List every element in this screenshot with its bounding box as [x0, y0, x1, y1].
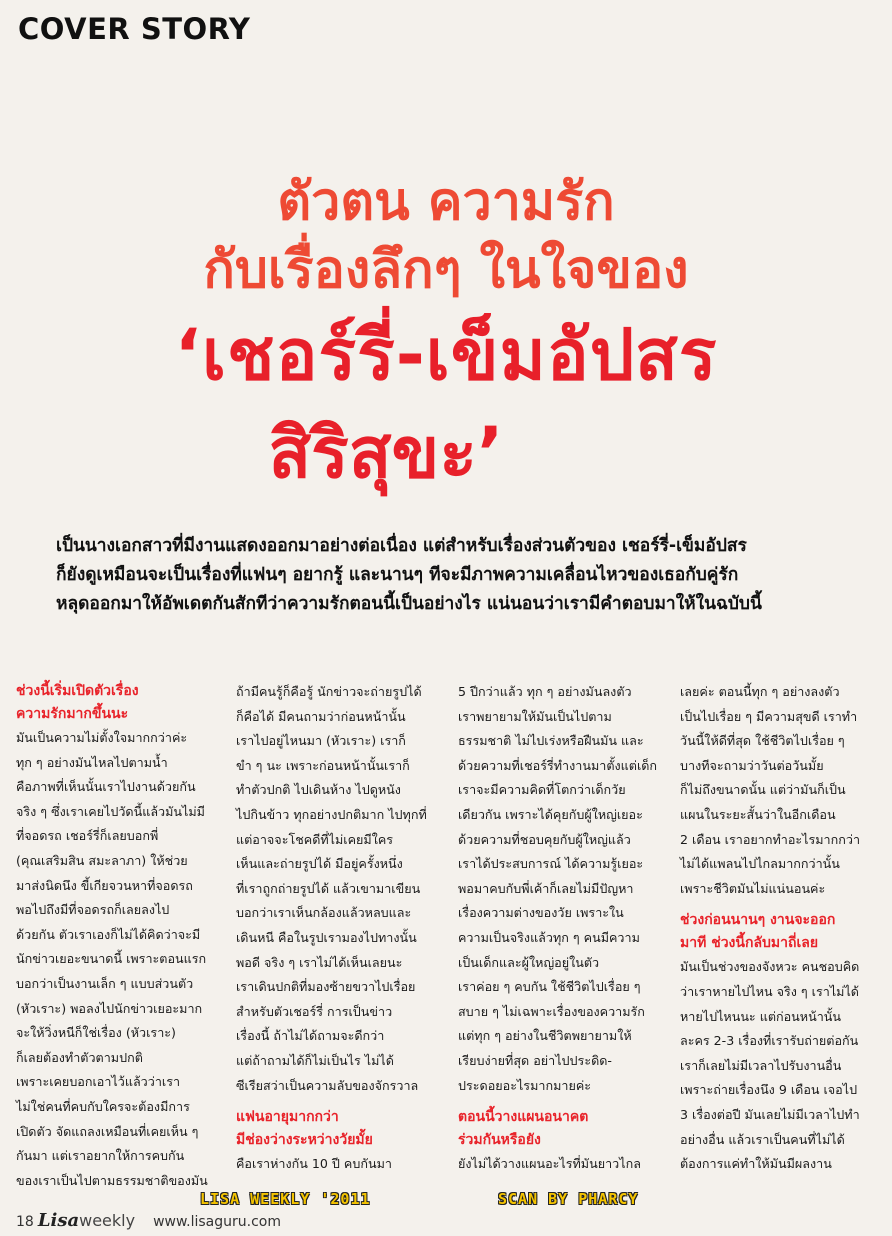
body-line: มันเป็นช่วงของจังหวะ คนชอบคิด [680, 959, 860, 975]
body-line: เพราะชีวิตมันไม่แน่นอนค่ะ [680, 880, 826, 896]
magazine-logo-bold: Lisa [37, 1210, 80, 1231]
body-line: 5 ปีกว่าแล้ว ทุก ๆ อย่างมันลงตัว [458, 684, 632, 699]
body-line: ทำตัวปกติ ไปเดินห้าง ไปดูหนัง [236, 782, 401, 798]
paragraph-gap [236, 1098, 446, 1106]
body-line: เป็นเด็กและผู้ใหญ่อยู่ในตัว [458, 954, 600, 970]
body-line: 2 เดือน เราอยากทำอะไรมากกว่า [680, 831, 861, 847]
body-line: เราพยายามให้มันเป็นไปตาม [458, 708, 612, 724]
body-line: พอดี จริง ๆ เราไม่ได้เห็นเลยนะ [236, 954, 403, 970]
subheading: ช่วงก่อนนานๆ งานจะออก [680, 912, 836, 929]
body-line: บอกว่าเป็นงานเล็ก ๆ แบบส่วนตัว [16, 975, 194, 991]
subheading: แฟนอายุมากกว่า [236, 1109, 339, 1126]
body-line: แต่ถ้าถามได้ก็ไม่เป็นไร ไม่ได้ [236, 1052, 394, 1068]
body-line: สำหรับตัวเชอร์รี่ การเป็นข่าว [236, 1003, 393, 1019]
article-column-1 [16, 680, 226, 1193]
body-line: 3 เรื่องต่อปี มันเลยไม่มีเวลาไปทำ [680, 1106, 860, 1122]
body-line: ที่จอดรถ เชอร์รี่ก็เลยบอกพี่ [16, 828, 159, 844]
article-column-3 [458, 680, 668, 1177]
body-line: จริง ๆ ซึ่งเราเคยไปวัดนี้แล้วมันไม่มี [16, 803, 205, 819]
intro-paragraph [56, 532, 856, 619]
body-line: นักข่าวเยอะขนาดนี้ เพราะตอนแรก [16, 951, 207, 967]
subheading: มาที ช่วงนี้กลับมาถี่เลย [680, 935, 819, 952]
body-line: หายไปไหนนะ แต่ก่อนหน้านั้น [680, 1008, 841, 1024]
body-line: เรื่องความต่างของวัย เพราะใน [458, 905, 624, 921]
body-line: เดียวกัน เพราะได้คุยกับผู้ใหญ่เยอะ [458, 806, 643, 822]
body-line: ธรรมชาติ ไม่ไปเร่งหรือฝืนมัน และ [458, 733, 644, 749]
body-line: ซีเรียสว่าเป็นความลับของจักรวาล [236, 1077, 419, 1093]
headline-line-4: สิริสุขะ’ [268, 412, 504, 494]
body-line: อย่างอื่น แล้วเราเป็นคนที่ไม่ได้ [680, 1131, 845, 1147]
body-line: ด้วยความที่เชอร์รี่ทำงานมาตั้งแต่เด็ก [458, 757, 658, 773]
body-line: (คุณเสริมสิน สมะลาภา) ให้ช่วย [16, 852, 188, 868]
body-line: มาส่งนิดนึง ขี้เกียจวนหาที่จอดรถ [16, 877, 193, 893]
body-line: ขำ ๆ นะ เพราะก่อนหน้านั้นเราก็ [236, 757, 410, 773]
body-line: ที่เราถูกถ่ายรูปได้ แล้วเขามาเขียน [236, 880, 421, 896]
body-line: คือเราห่างกัน 10 ปี คบกันมา [236, 1156, 392, 1172]
body-line: (หัวเราะ) พอลงไปนักข่าวเยอะมาก [16, 1000, 203, 1016]
body-line: ไม่ได้แพลนไปไกลมากกว่านั้น [680, 856, 840, 872]
body-line: เราก็เลยไม่มีเวลาไปรับงานอื่น [680, 1057, 842, 1073]
body-line: เปิดตัว จัดแถลงเหมือนที่เคยเห็น ๆ [16, 1123, 199, 1139]
paragraph-gap [680, 901, 890, 909]
body-line: พอมาคบกับพี่เค้าก็เลยไม่มีปัญหา [458, 880, 634, 896]
body-line: ของเราเป็นไปตามธรรมชาติของมัน [16, 1172, 208, 1188]
headline-line-1: ตัวตน ความรัก [277, 172, 615, 232]
page-footer [16, 1210, 281, 1231]
body-line: ด้วยกัน ตัวเราเองก็ไม่ได้คิดว่าจะมี [16, 926, 201, 942]
body-line: เพราะเคยบอกเอาไว้แล้วว่าเรา [16, 1074, 181, 1090]
body-line: เราเดินปกติที่มองซ้ายขวาไปเรื่อย [236, 979, 416, 995]
body-line: ประดอยอะไรมากมายค่ะ [458, 1077, 592, 1093]
body-line: เพราะถ่ายเรื่องนึง 9 เดือน เจอไป [680, 1082, 858, 1098]
body-line: เดินหนี คือในรูปเรามองไปทางนั้น [236, 929, 417, 945]
body-line: เลยค่ะ ตอนนี้ทุก ๆ อย่างลงตัว [680, 684, 840, 699]
body-line: สบาย ๆ ไม่เฉพาะเรื่องของความรัก [458, 1003, 645, 1019]
body-line: เราไปอยู่ไหนมา (หัวเราะ) เราก็ [236, 733, 406, 749]
body-line: บางทีจะถามว่าวันต่อวันมั้ย [680, 757, 824, 773]
body-line: เรียบง่ายที่สุด อย่าไปประดิด- [458, 1052, 612, 1068]
body-line: มันเป็นความไม่ตั้งใจมากกว่าค่ะ [16, 730, 188, 745]
body-line: บอกว่าเราเห็นกล้องแล้วหลบและ [236, 905, 412, 921]
body-line: คือภาพที่เห็นนั้นเราไปงานด้วยกัน [16, 779, 196, 795]
headline-line-3: ‘เชอร์รี่-เข็มอัปสร [174, 314, 718, 396]
body-line: เราได้ประสบการณ์ ได้ความรู้เยอะ [458, 856, 644, 872]
headline-line-2: กับเรื่องลึกๆ ในใจของ [203, 240, 689, 300]
body-line: วันนี้ให้ดีที่สุด ใช้ชีวิตไปเรื่อย ๆ [680, 733, 845, 749]
body-line: เห็นและถ่ายรูปได้ มีอยู่ครั้งหนึ่ง [236, 856, 403, 872]
body-line: เรื่องนี้ ถ้าไม่ได้ถามจะดีกว่า [236, 1028, 385, 1044]
subheading: ความรักมากขึ้นนะ [16, 706, 129, 722]
section-label: COVER STORY [18, 12, 251, 46]
body-line: ละคร 2-3 เรื่องที่เรารับถ่ายต่อกัน [680, 1033, 859, 1049]
body-line: ต้องการแค่ทำให้มันมีผลงาน [680, 1156, 832, 1172]
body-line: เป็นไปเรื่อย ๆ มีความสุขดี เราทำ [680, 708, 858, 724]
body-line: กันมา แต่เราอยากให้การคบกัน [16, 1148, 185, 1164]
scan-banner-right: SCAN BY PHARCY [498, 1190, 639, 1208]
body-line: ไม่ใช่คนที่คบกับใครจะต้องมีการ [16, 1098, 190, 1114]
subheading: ช่วงนี้เริ่มเปิดตัวเรื่อง [16, 683, 139, 699]
body-line: ทุก ๆ อย่างมันไหลไปตามน้ำ [16, 754, 168, 770]
body-line: ก็เลยต้องทำตัวตามปกติ [16, 1049, 143, 1065]
intro-line: เป็นนางเอกสาวที่มีงานแสดงออกมาอย่างต่อเนื่อง แต่สำหรับเรื่องส่วนตัวของ เชอร์รี่-เข็มอัปสร [56, 536, 747, 556]
subheading: ร่วมกันหรือยัง [458, 1132, 541, 1149]
paragraph-gap [458, 1098, 668, 1106]
intro-line: หลุดออกมาให้อัพเดตกันสักทีว่าความรักตอนนี้เป็นอย่างไร แน่นอนว่าเรามีคำตอบมาให้ในฉบับนี้ [56, 594, 762, 614]
body-line: เราค่อย ๆ คบกัน ใช้ชีวิตไปเรื่อย ๆ [458, 979, 641, 995]
body-line: ก็คือได้ มีคนถามว่าก่อนหน้านั้น [236, 708, 406, 724]
body-line: ถ้ามีคนรู้ก็คือรู้ นักข่าวจะถ่ายรูปได้ [236, 684, 422, 699]
body-line: แผนในระยะสั้นว่าในอีกเดือน [680, 806, 836, 822]
scan-banner-left: LISA WEEKLY '2011 [200, 1190, 371, 1208]
body-line: พอไปถึงมีที่จอดรถก็เลยลงไป [16, 902, 170, 918]
body-line: แต่ทุก ๆ อย่างในชีวิตพยายามให้ [458, 1028, 632, 1044]
body-line: ว่าเราหายไปไหน จริง ๆ เราไม่ได้ [680, 983, 859, 999]
body-line: ยังไม่ได้วางแผนอะไรที่มันยาวไกล [458, 1156, 641, 1172]
body-line: ก็ไม่ถึงขนาดนั้น แต่ว่ามันก็เป็น [680, 782, 846, 798]
intro-line: ก็ยังดูเหมือนจะเป็นเรื่องที่แฟนๆ อยากรู้ และนานๆ ทีจะมีภาพความเคลื่อนไหวของเธอกับคู่รัก [56, 565, 739, 585]
body-line: จะให้วิ่งหนีก็ใช่เรื่อง (หัวเราะ) [16, 1025, 176, 1041]
body-line: ความเป็นจริงแล้วทุก ๆ คนมีความ [458, 929, 640, 945]
page-number: 18 [16, 1214, 34, 1230]
magazine-logo-light: weekly [79, 1211, 136, 1230]
website-link[interactable]: www.lisaguru.com [153, 1214, 281, 1230]
subheading: มีช่องว่างระหว่างวัยมั้ย [236, 1132, 373, 1149]
body-line: แต่อาจจะโชคดีที่ไม่เคยมีใคร [236, 831, 394, 847]
body-line: ไปกินข้าว ทุกอย่างปกติมาก ไปทุกที่ [236, 806, 427, 822]
subheading: ตอนนี้วางแผนอนาคต [458, 1109, 589, 1126]
body-line: เราจะมีความคิดที่โตกว่าเด็กวัย [458, 782, 626, 798]
body-line: ด้วยความที่ชอบคุยกับผู้ใหญ่แล้ว [458, 831, 631, 847]
article-column-4 [680, 680, 890, 1177]
article-column-2 [236, 680, 446, 1177]
